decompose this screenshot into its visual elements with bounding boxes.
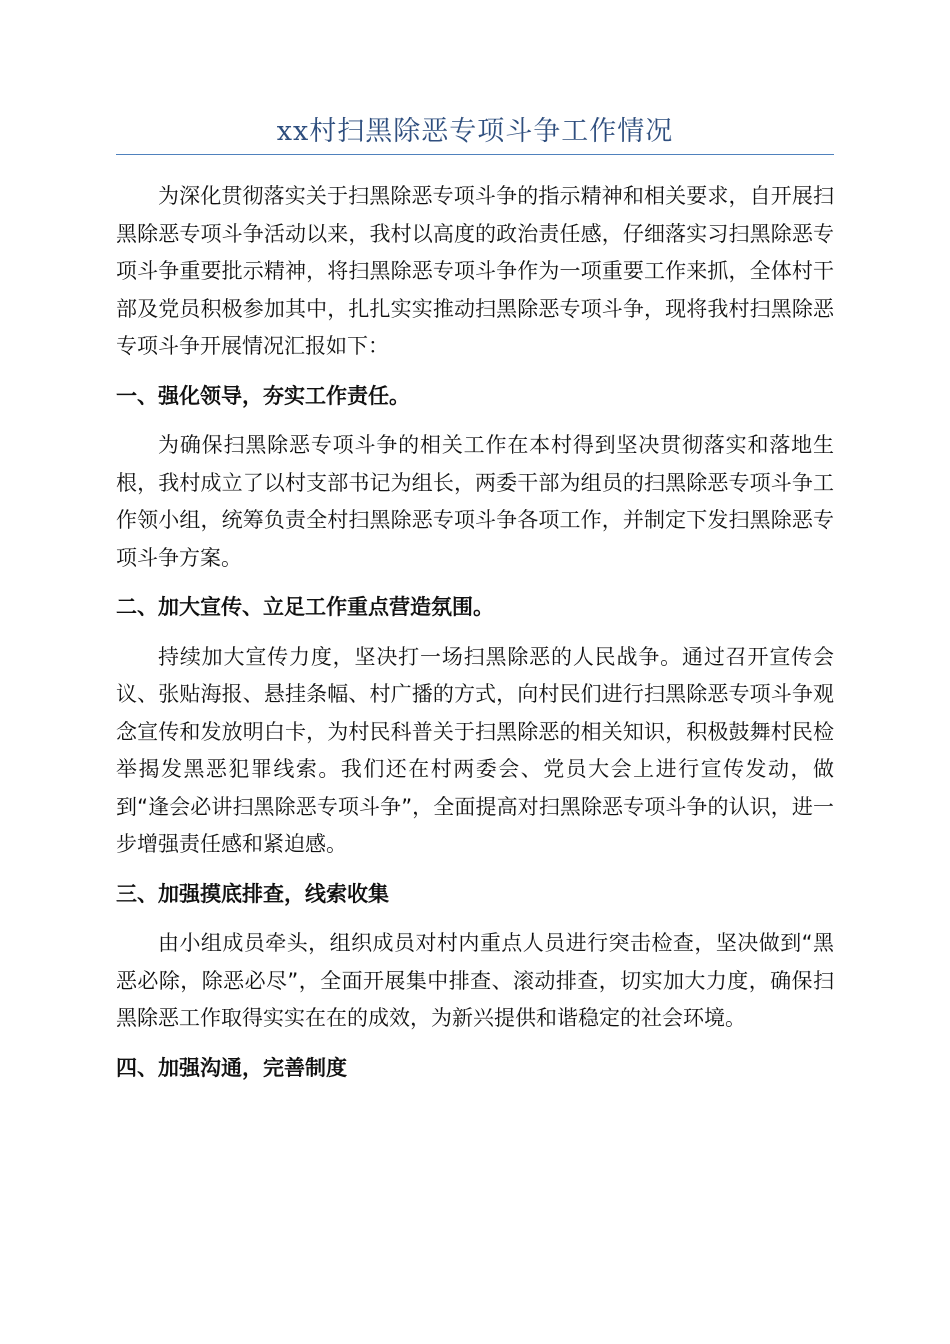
section-4-heading: 四、加强沟通，完善制度 bbox=[116, 1055, 347, 1080]
section-2-heading: 二、加大宣传、立足工作重点营造氛围。 bbox=[116, 595, 494, 619]
intro-paragraph: 为深化贯彻落实关于扫黑除恶专项斗争的指示精神和相关要求，自开展扫黑除恶专项斗争活动以来，我村以高度的政治责任感，仔细落实习扫黑除恶专项斗争重要批示精神，将扫黑除恶专项斗争作为一项重要工作来抓，全体村干部及党员积极参加其中，扎扎实实推动扫黑除恶专项斗争，现将我村扫黑除恶专项斗争开展情况汇报如下： bbox=[116, 184, 834, 358]
section-3-heading: 三、加强摸底排查，线索收集 bbox=[116, 881, 389, 906]
title-underline bbox=[116, 154, 834, 155]
section-1-paragraph: 为确保扫黑除恶专项斗争的相关工作在本村得到坚决贯彻落实和落地生根，我村成立了以村支部书记为组长，两委干部为组员的扫黑除恶专项斗争工作领小组，统筹负责全村扫黑除恶专项斗争各项工作，并制定下发扫黑除恶专项斗争方案。 bbox=[116, 433, 834, 570]
section-1-heading: 一、强化领导，夯实工作责任。 bbox=[116, 383, 410, 408]
document-body bbox=[116, 178, 834, 1099]
document-title: xx村扫黑除恶专项斗争工作情况 bbox=[276, 116, 674, 147]
section-2-paragraph: 持续加大宣传力度，坚决打一场扫黑除恶的人民战争。通过召开宣传会议、张贴海报、悬挂条幅、村广播的方式，向村民们进行扫黑除恶专项斗争观念宣传和发放明白卡，为村民科普关于扫黑除恶的相关知识，积极鼓舞村民检举揭发黑恶犯罪线索。我们还在村两委会、党员大会上进行宣传发动，做到“逢会必讲扫黑除恶专项斗争”，全面提高对扫黑除恶专项斗争的认识，进一步增强责任感和紧迫感。 bbox=[116, 644, 834, 856]
section-3-paragraph: 由小组成员牵头，组织成员对村内重点人员进行突击检查，坚决做到“黑恶必除，除恶必尽”，全面开展集中排查、滚动排查，切实加大力度，确保扫黑除恶工作取得实实在在的成效，为新兴提供和谐稳定的社会环境。 bbox=[116, 931, 834, 1030]
